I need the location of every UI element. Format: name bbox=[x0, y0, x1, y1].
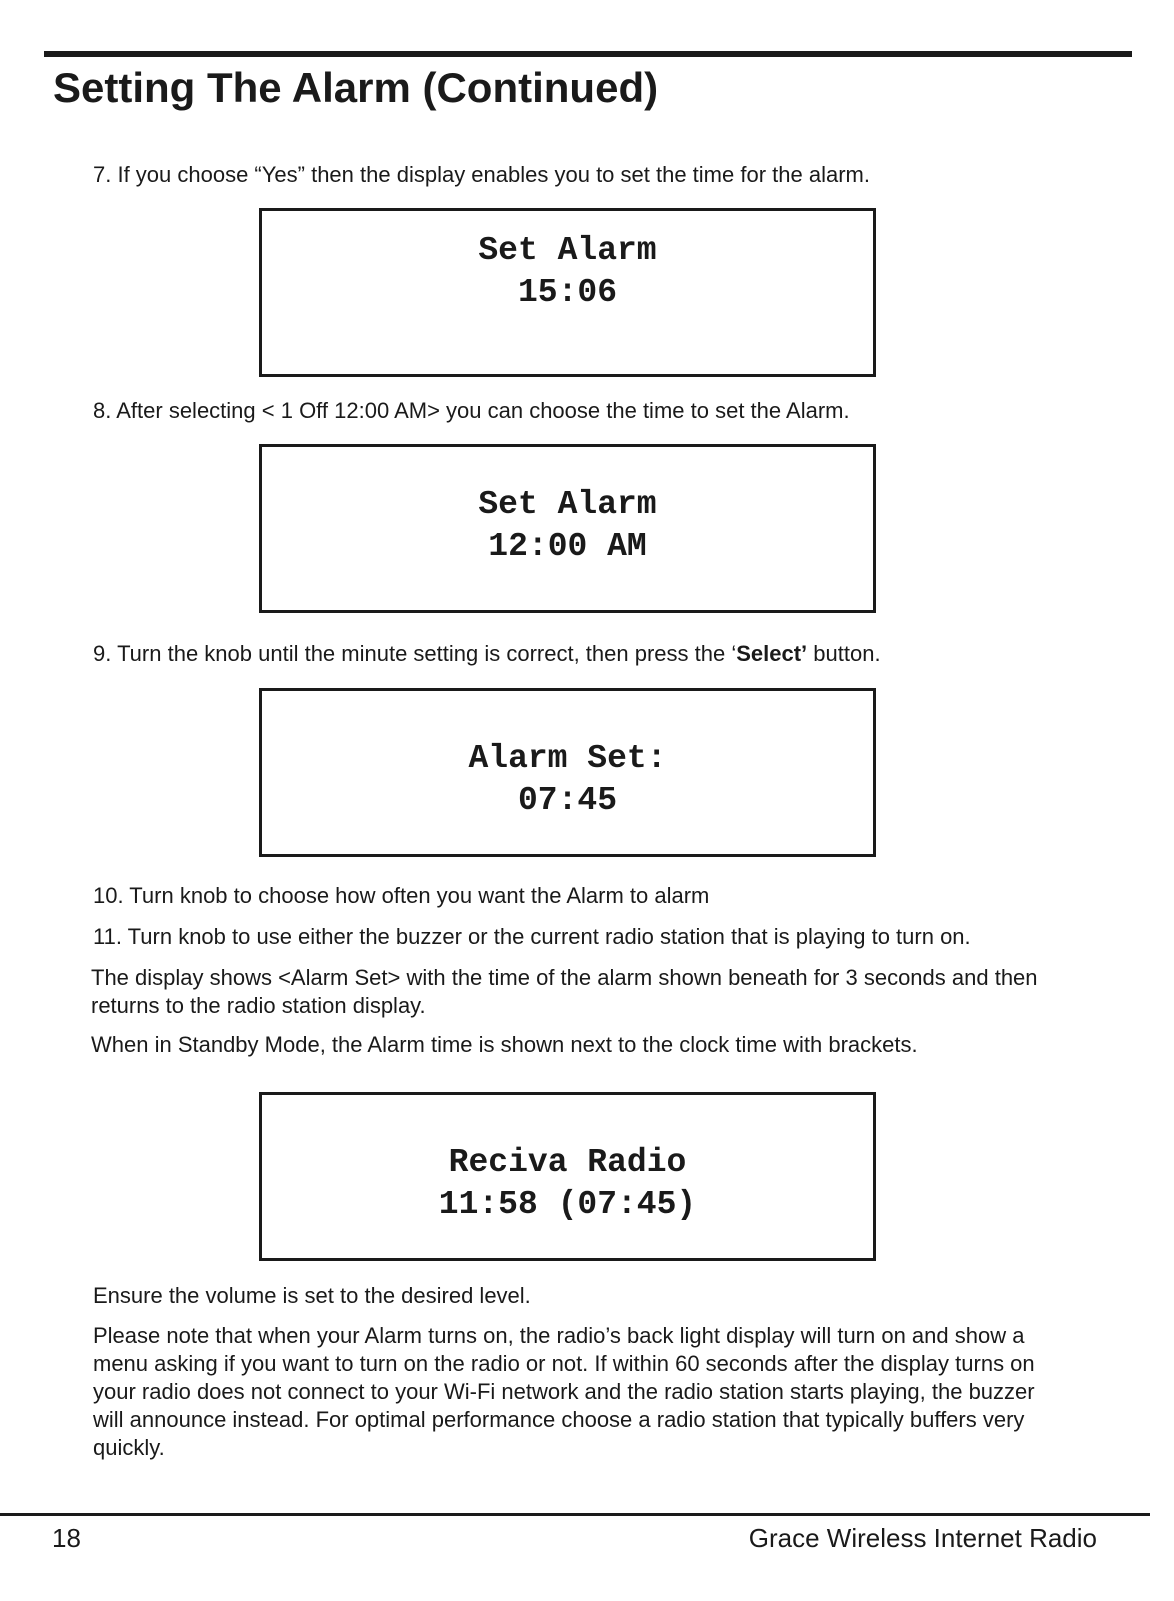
volume-note: Ensure the volume is set to the desired level. bbox=[93, 1283, 531, 1308]
step-11-text: 11. Turn knob to use either the buzzer or the current radio station that is playing to turn on. bbox=[93, 924, 971, 949]
alarm-behavior-note: Please note that when your Alarm turns on, the radio’s back light display will turn on and show a menu asking if you want to turn on the radio or not. If within 60 seconds after the display turns on your radio does not connect to your Wi-Fi network and the radio station starts playing, the buzzer will announce instead. For optimal performance choose a radio station that typically buffers very quickly. bbox=[93, 1323, 1035, 1460]
footer-product-name: Grace Wireless Internet Radio bbox=[748, 1523, 1097, 1553]
step-8-text: 8. After selecting < 1 Off 12:00 AM> you can choose the time to set the Alarm. bbox=[93, 398, 850, 423]
lcd-line-1: Reciva Radio bbox=[448, 1144, 687, 1181]
lcd-line-2: 11:58 (07:45) bbox=[438, 1186, 697, 1223]
lcd-line-2: 07:45 bbox=[517, 782, 618, 819]
step-7-text: 7. If you choose “Yes” then the display enables you to set the time for the alarm. bbox=[93, 162, 870, 187]
step-9-text bbox=[93, 640, 881, 668]
top-rule bbox=[44, 51, 1132, 57]
display-shows-note: The display shows <Alarm Set> with the time of the alarm shown beneath for 3 seconds and then returns to the radio station display. bbox=[91, 965, 1038, 1018]
lcd-line-2: 12:00 AM bbox=[488, 528, 647, 565]
step-9-suffix: button. bbox=[807, 641, 881, 666]
lcd-display-set-alarm-1200 bbox=[259, 444, 876, 613]
page-title: Setting The Alarm (Continued) bbox=[53, 64, 659, 111]
lcd-line-2: 15:06 bbox=[517, 274, 618, 311]
bottom-rule bbox=[0, 1513, 1150, 1516]
standby-note: When in Standby Mode, the Alarm time is shown next to the clock time with brackets. bbox=[91, 1032, 918, 1057]
lcd-display-reciva-radio bbox=[259, 1092, 876, 1261]
lcd-line-1: Set Alarm bbox=[478, 232, 657, 269]
step-10-text: 10. Turn knob to choose how often you want the Alarm to alarm bbox=[93, 883, 710, 908]
select-button-label: Select’ bbox=[736, 641, 808, 666]
step-9-prefix: 9. Turn the knob until the minute setting is correct, then press the ‘ bbox=[93, 641, 737, 666]
lcd-line-1: Alarm Set: bbox=[468, 740, 667, 777]
page-number: 18 bbox=[52, 1523, 81, 1553]
lcd-line-1: Set Alarm bbox=[478, 486, 657, 523]
lcd-display-alarm-set bbox=[259, 688, 876, 857]
lcd-display-set-alarm-1506 bbox=[259, 208, 876, 377]
